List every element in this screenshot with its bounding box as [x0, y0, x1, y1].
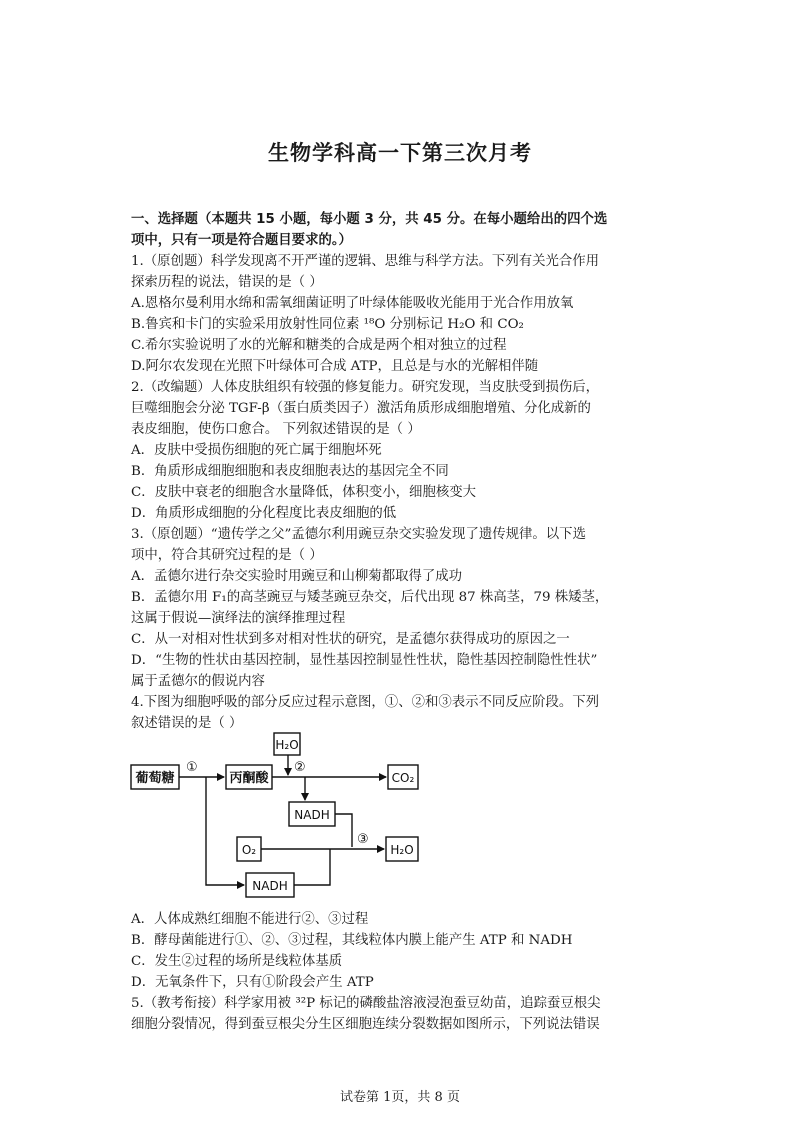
option-d: D．角质形成细胞的分化程度比表皮细胞的低 — [131, 506, 397, 521]
glucose-label: 葡萄糖 — [135, 771, 175, 786]
line-nadh-bottom-up — [294, 849, 330, 885]
option-c: C．发生②过程的场所是线粒体基质 — [131, 954, 343, 969]
step-3-label: ③ — [357, 832, 369, 847]
question-stem: 项中，符合其研究过程的是（ ） — [131, 548, 323, 563]
option-b-continued: 这属于假说—演绎法的演绎推理过程 — [131, 611, 346, 626]
question-stem: 叙述错误的是（ ） — [131, 716, 243, 731]
question-stem: 细胞分裂情况，得到蚕豆根尖分生区细胞连续分裂数据如图所示，下列说法错误 — [131, 1017, 600, 1032]
question-stem: 5.（教考衔接）科学家用被 ³²P 标记的磷酸盐溶液浸泡蚕豆幼苗，追踪蚕豆根尖 — [131, 996, 601, 1011]
option-b: B.鲁宾和卡门的实验采用放射性同位素 ¹⁸O 分别标记 H₂O 和 CO₂ — [131, 317, 524, 332]
option-b: B．孟德尔用 F₁的高茎豌豆与矮茎豌豆杂交，后代出现 87 株高茎，79 株矮茎， — [131, 590, 609, 605]
section-heading: 项中，只有一项是符合题目要求的。） — [131, 233, 352, 248]
question-stem: 表皮细胞，使伤口愈合。 下列叙述错误的是（ ） — [131, 422, 421, 437]
option-d: D．无氧条件下，只有①阶段会产生 ATP — [131, 975, 374, 990]
option-d: D．“生物的性状由基因控制，显性基因控制显性性状，隐性基因控制隐性性状” — [131, 653, 598, 668]
water-output-label: H₂O — [390, 843, 414, 857]
question-stem: 探索历程的说法，错误的是（ ） — [131, 275, 323, 290]
step-1-label: ① — [186, 760, 198, 775]
option-c: C.希尔实验说明了水的光解和糖类的合成是两个相对独立的过程 — [131, 338, 507, 353]
water-input-label: H₂O — [275, 738, 299, 752]
option-c: C．皮肤中衰老的细胞含水量降低，体积变小，细胞核变大 — [131, 485, 477, 500]
line-nadh-top-down — [335, 814, 352, 847]
question-stem: 4.下图为细胞呼吸的部分反应过程示意图，①、②和③表示不同反应阶段。下列 — [131, 695, 600, 710]
option-d: D.阿尔农发现在光照下叶绿体可合成 ATP，且总是与水的光解相伴随 — [131, 359, 539, 374]
section-heading: 一、选择题（本题共 15 小题，每小题 3 分，共 45 分。在每小题给出的四个选 — [131, 212, 608, 227]
option-a: A．皮肤中受损伤细胞的死亡属于细胞坏死 — [131, 443, 382, 458]
question-stem: 1.（原创题）科学发现离不开严谨的逻辑、思维与科学方法。下列有关光合作用 — [131, 254, 600, 269]
option-a: A．孟德尔进行杂交实验时用豌豆和山柳菊都取得了成功 — [131, 569, 463, 584]
question-stem: 3.（原创题）“遗传学之父”孟德尔利用豌豆杂交实验发现了遗传规律。以下选 — [131, 527, 586, 542]
nadh-bottom-label: NADH — [252, 879, 288, 893]
option-b: B．角质形成细胞细胞和表皮细胞表达的基因完全不同 — [131, 464, 449, 479]
option-d-continued: 属于孟德尔的假说内容 — [131, 674, 265, 689]
page-footer: 试卷第 1页，共 8 页 — [340, 1090, 460, 1105]
option-b: B．酵母菌能进行①、②、③过程，其线粒体内膜上能产生 ATP 和 NADH — [131, 933, 573, 948]
question-stem: 巨噬细胞会分泌 TGF-β（蛋白质类因子）激活角质形成细胞增殖、分化成新的 — [131, 401, 591, 416]
page-title: 生物学科高一下第三次月考 — [268, 141, 532, 165]
step-2-label: ② — [294, 760, 306, 775]
co2-label: CO₂ — [391, 771, 415, 785]
question-stem: 2.（改编题）人体皮肤组织有较强的修复能力。研究发现，当皮肤受到损伤后， — [131, 380, 600, 395]
option-a: A．人体成熟红细胞不能进行②、③过程 — [131, 912, 369, 927]
oxygen-label: O₂ — [241, 843, 257, 857]
option-a: A.恩格尔曼利用水绵和需氧细菌证明了叶绿体能吸收光能用于光合作用放氧 — [131, 296, 574, 311]
nadh-top-label: NADH — [294, 808, 330, 822]
option-c: C．从一对相对性状到多对相对性状的研究，是孟德尔获得成功的原因之一 — [131, 632, 570, 647]
arrow-to-nadh-bottom — [206, 777, 244, 885]
pyruvate-label: 丙酮酸 — [229, 771, 269, 786]
